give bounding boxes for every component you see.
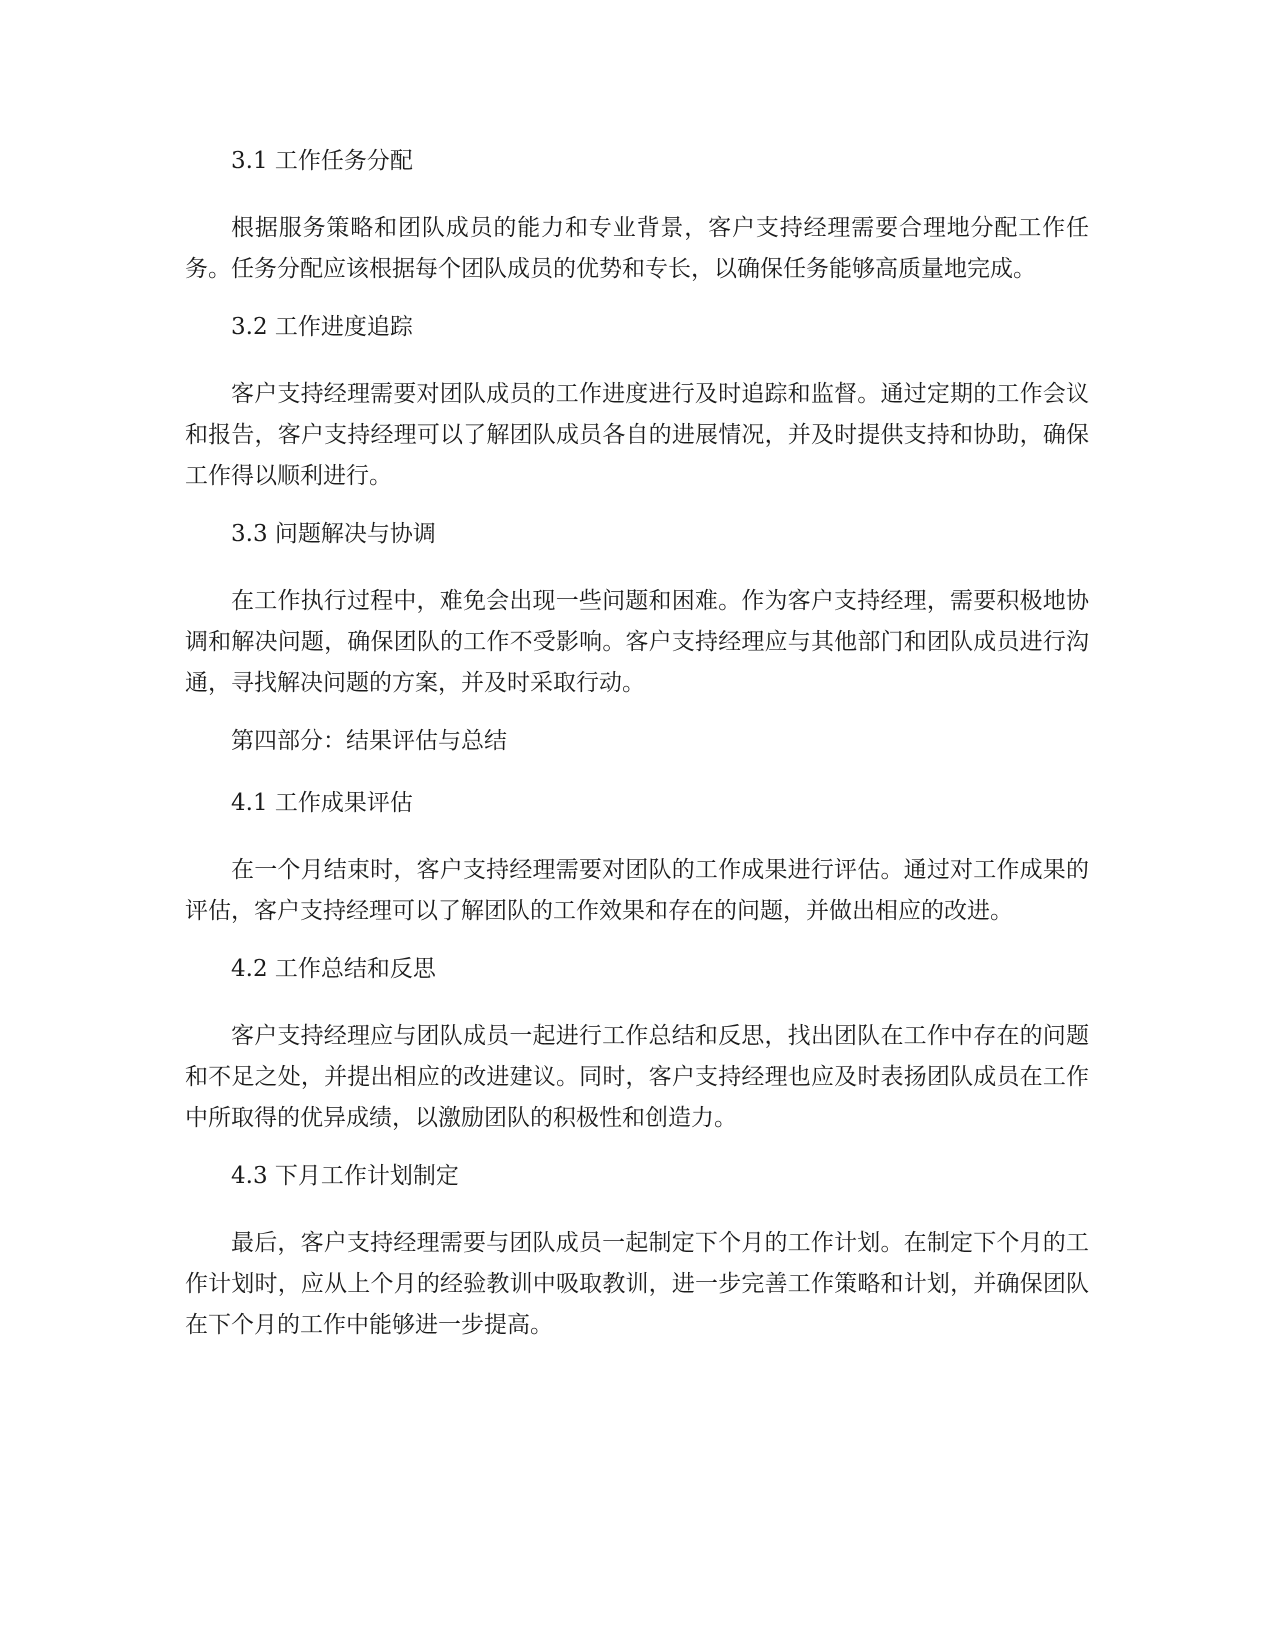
section-heading-3-2: 3.2 工作进度追踪 (231, 314, 413, 340)
part-heading-4: 第四部分：结果评估与总结 (231, 728, 507, 754)
section-heading-3-1: 3.1 工作任务分配 (231, 148, 413, 174)
section-heading-4-2: 4.2 工作总结和反思 (231, 956, 436, 982)
section-heading-4-1: 4.1 工作成果评估 (231, 790, 413, 816)
section-heading-4-3: 4.3 下月工作计划制定 (231, 1163, 459, 1189)
paragraph-4-2: 客户支持经理应与团队成员一起进行工作总结和反思，找出团队在工作中存在的问题和不足之处，并提出相应的改进建议。同时，客户支持经理也应及时表扬团队成员在工作中所取得的优异成绩，以激励团队的积极性和创造力。 (185, 1023, 1089, 1131)
paragraph-3-1: 根据服务策略和团队成员的能力和专业背景，客户支持经理需要合理地分配工作任务。任务分配应该根据每个团队成员的优势和专长，以确保任务能够高质量地完成。 (185, 215, 1089, 282)
paragraph-3-2: 客户支持经理需要对团队成员的工作进度进行及时追踪和监督。通过定期的工作会议和报告，客户支持经理可以了解团队成员各自的进展情况，并及时提供支持和协助，确保工作得以顺利进行。 (185, 381, 1089, 489)
document-body (185, 146, 1089, 1368)
paragraph-3-3: 在工作执行过程中，难免会出现一些问题和困难。作为客户支持经理，需要积极地协调和解决问题，确保团队的工作不受影响。客户支持经理应与其他部门和团队成员进行沟通，寻找解决问题的方案，并及时采取行动。 (185, 588, 1089, 696)
paragraph-4-3: 最后，客户支持经理需要与团队成员一起制定下个月的工作计划。在制定下个月的工作计划时，应从上个月的经验教训中吸取教训，进一步完善工作策略和计划，并确保团队在下个月的工作中能够进一步提高。 (185, 1230, 1089, 1338)
paragraph-4-1: 在一个月结束时，客户支持经理需要对团队的工作成果进行评估。通过对工作成果的评估，客户支持经理可以了解团队的工作效果和存在的问题，并做出相应的改进。 (185, 857, 1089, 924)
section-heading-3-3: 3.3 问题解决与协调 (231, 521, 436, 547)
